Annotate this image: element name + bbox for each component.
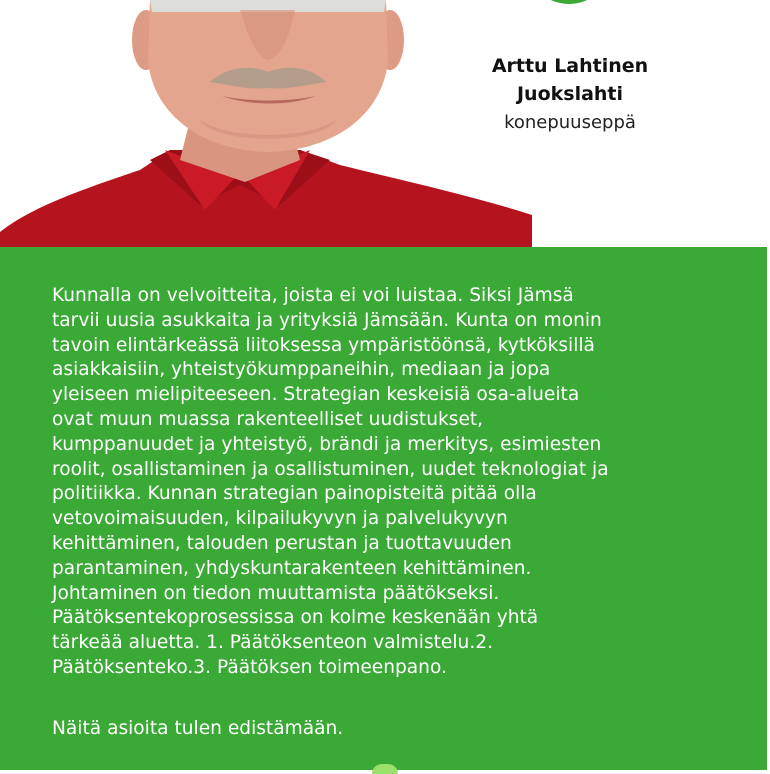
closing-statement: Näitä asioita tulen edistämään. (52, 718, 344, 739)
logo-circle (526, 0, 612, 4)
logo-mark (372, 764, 398, 774)
candidate-occupation: konepuuseppä (504, 112, 636, 133)
candidate-info (470, 52, 670, 138)
platform-statement: Kunnalla on velvoitteita, joista ei voi luistaa. Siksi Jämsä tarvii uusia asukkaita ja yrityksiä Jämsään. Kunta on monin tavoin elintärkeässä liitoksessa ympäristöönsä, kytköksillä asiakkaisiin, yhteistyökumppaneihin, mediaan ja jopa yleiseen mielipiteeseen. Strategian keskeisiä osa-alueita ovat muun muassa rakenteelliset uudistukset, kumppanuudet ja yhteistyö, brändi ja merkitys, esimiesten roolit, osallistaminen ja osallistuminen, uudet teknologiat ja politiikka. Kunnan strategian painopisteitä pitää olla vetovoimaisuuden, kilpailukyvyn ja palvelukyvyn kehittäminen, talouden perustan ja tuottavuuden parantaminen, yhdyskuntarakenteen kehittäminen. Johtaminen on tiedon muuttamista päätökseksi. Päätöksentekoprosessissa on kolme keskenään yhtä tärkeää aluetta. 1. Päätöksenteon valmistelu.2. Päätöksenteko.3. Päätöksen toimeenpano. (52, 285, 609, 678)
candidate-name: Arttu Lahtinen (491, 55, 649, 77)
candidate-location: Juokslahti (516, 83, 624, 105)
candidate-photo (0, 0, 532, 248)
candidate-portrait-icon (0, 0, 532, 248)
